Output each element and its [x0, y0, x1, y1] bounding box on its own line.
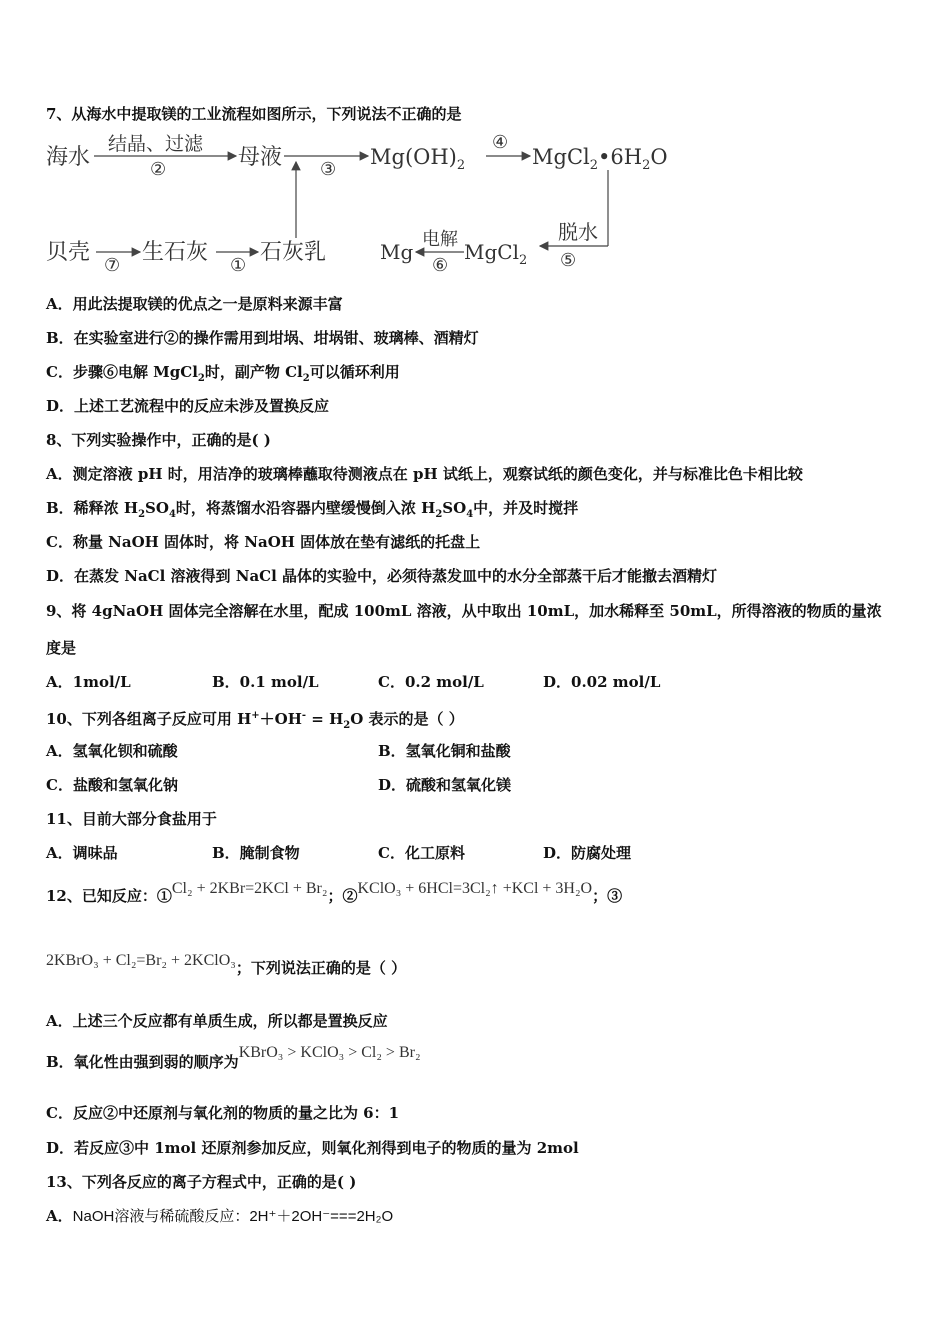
flow-shihuiru: 石灰乳: [260, 240, 327, 265]
flow-haishui: 海水: [46, 145, 91, 170]
flow-step7-num: ⑦: [104, 255, 121, 276]
q7-option-c: C．步骤⑥电解 MgCl$_2$时，副产物 $Cl_2$可以循环利用: [46, 363, 400, 384]
flow-hydrate-sub: 2: [642, 158, 651, 173]
q13-option-a: A．NaOH溶液与稀硫酸反应：2H⁺＋2OH⁻===2H₂O: [46, 1207, 394, 1225]
flow-mgcl2-hydrate-sub: 2: [589, 158, 599, 173]
q10-stem: 10、下列各组离子反应可用 $H^++OH^- = H_2O$ 表示的是（ ）: [46, 710, 464, 731]
q9-stem-line1: 9、将 4gNaOH 固体完全溶解在水里，配成 100mL 溶液，从中取出 10mL，加水稀释至 50mL，所得溶液的物质的量浓: [46, 602, 882, 620]
q10-option-d: D．硫酸和氢氧化镁: [378, 776, 512, 794]
q10-option-c: C．盐酸和氢氧化钠: [46, 776, 178, 794]
q9-option-d: D．0.02 mol/L: [543, 673, 661, 691]
q13-option-a-text: NaOH溶液与稀硫酸反应：2H⁺＋2OH⁻===2H₂O: [72, 1208, 394, 1225]
q12-option-a: A．上述三个反应都有单质生成，所以都是置换反应: [46, 1012, 388, 1030]
flow-mgoh2-sub: 2: [456, 158, 466, 173]
flow-muye: 母液: [238, 145, 283, 170]
flow-beike: 贝壳: [46, 240, 91, 265]
q12-option-b: B．氧化性由强到弱的顺序为KBrO₃ > KClO₃ > Cl₂ > Br₂: [46, 1044, 421, 1071]
q9-option-a: A．1mol/L: [46, 673, 131, 691]
flow-step2-num: ②: [150, 159, 167, 180]
svg-text:MgCl2: [464, 240, 527, 268]
flow-hydrate-part: •6H: [598, 145, 643, 169]
q8-option-a: A．测定溶液 pH 时，用洁净的玻璃棒蘸取待测液点在 pH 试纸上，观察试纸的颜色变化，并与标准比色卡相比较: [46, 465, 803, 483]
flow-step3-num: ③: [320, 159, 337, 180]
q8-option-b: B．稀释浓 $H_2SO_4$时，将蒸馏水沿容器内壁缓慢倒入浓 $H_2SO_4$中，并及时搅拌: [46, 499, 579, 520]
flow-tuoshui: 脱水: [558, 220, 598, 244]
flow-dianjie: 电解: [422, 229, 458, 250]
q12-stem-line2: 2KBrO₃ + Cl₂=Br₂ + 2KClO₃；下列说法正确的是（ ）: [46, 952, 407, 977]
q11-option-d: D．防腐处理: [543, 844, 632, 862]
flow-mgoh2: Mg(OH): [370, 145, 457, 169]
q12-option-d: D．若反应③中 1mol 还原剂参加反应，则氧化剂得到电子的物质的量为 2mol: [46, 1139, 579, 1157]
q11-option-c: C．化工原料: [378, 844, 465, 862]
q12-eq1: Cl₂ + 2KBr=2KCl + Br₂: [171, 880, 328, 897]
flow-step1-num: ①: [230, 255, 247, 276]
flow-step2-label: 结晶、过滤: [108, 133, 204, 155]
q9-option-c: C．0.2 mol/L: [378, 673, 484, 691]
q12-eq2: KClO₃ + 6HCl=3Cl₂↑ +KCl + 3H₂O: [357, 880, 593, 897]
flow-mgcl2: MgCl: [464, 240, 519, 264]
flow-hydrate-o: O: [650, 145, 668, 169]
q12-option-c: C．反应②中还原剂与氧化剂的物质的量之比为 6：1: [46, 1104, 400, 1122]
q9-option-b: B．0.1 mol/L: [212, 673, 319, 691]
flow-mgcl2-hydrate: MgCl: [532, 145, 590, 169]
svg-text:MgCl2•6H2O: [532, 145, 668, 173]
q7-option-b: B．在实验室进行②的操作需用到坩埚、坩埚钳、玻璃棒、酒精灯: [46, 329, 479, 347]
flow-step5-num: ⑤: [560, 250, 577, 271]
q10-option-a: A．氢氧化钡和硫酸: [46, 742, 178, 760]
q12-stem-line1: 12、已知反应：①Cl₂ + 2KBr=2KCl + Br₂；②KClO₃ + 6HCl=3Cl₂↑ +KCl + 3H₂O；③: [46, 880, 623, 905]
q11-option-b: B．腌制食物: [212, 844, 300, 862]
q11-option-a: A．调味品: [46, 844, 118, 862]
flow-mgcl2-sub: 2: [518, 253, 528, 268]
q10-option-b: B．氢氧化铜和盐酸: [378, 742, 511, 760]
q11-stem: 11、目前大部分食盐用于: [46, 810, 217, 828]
svg-text:Mg(OH)2: [370, 145, 465, 173]
q9-stem-line2: 度是: [46, 639, 77, 657]
q7-stem: 7、从海水中提取镁的工业流程如图所示，下列说法不正确的是: [46, 105, 462, 123]
q12-eq3: 2KBrO₃ + Cl₂=Br₂ + 2KClO₃: [46, 952, 236, 969]
flow-step6-num: ⑥: [432, 255, 449, 276]
flow-shenghuihui: 生石灰: [142, 240, 209, 265]
flow-step4-num: ④: [492, 132, 509, 153]
q7-option-d: D．上述工艺流程中的反应未涉及置换反应: [46, 397, 330, 415]
q8-stem: 8、下列实验操作中，正确的是( ): [46, 431, 271, 449]
q7-option-a: A．用此法提取镁的优点之一是原料来源丰富: [46, 295, 343, 313]
q12-option-b-eq: KBrO₃ > KClO₃ > Cl₂ > Br₂: [238, 1044, 421, 1061]
q8-option-c: C．称量 NaOH 固体时，将 NaOH 固体放在垫有滤纸的托盘上: [46, 533, 481, 551]
q13-stem: 13、下列各反应的离子方程式中，正确的是( ): [46, 1173, 357, 1191]
flow-mg: Mg: [380, 240, 414, 264]
q7-flowchart: [44, 128, 704, 278]
q8-option-d: D．在蒸发 NaCl 溶液得到 NaCl 晶体的实验中，必须待蒸发皿中的水分全部蒸干后才能撤去酒精灯: [46, 567, 718, 585]
